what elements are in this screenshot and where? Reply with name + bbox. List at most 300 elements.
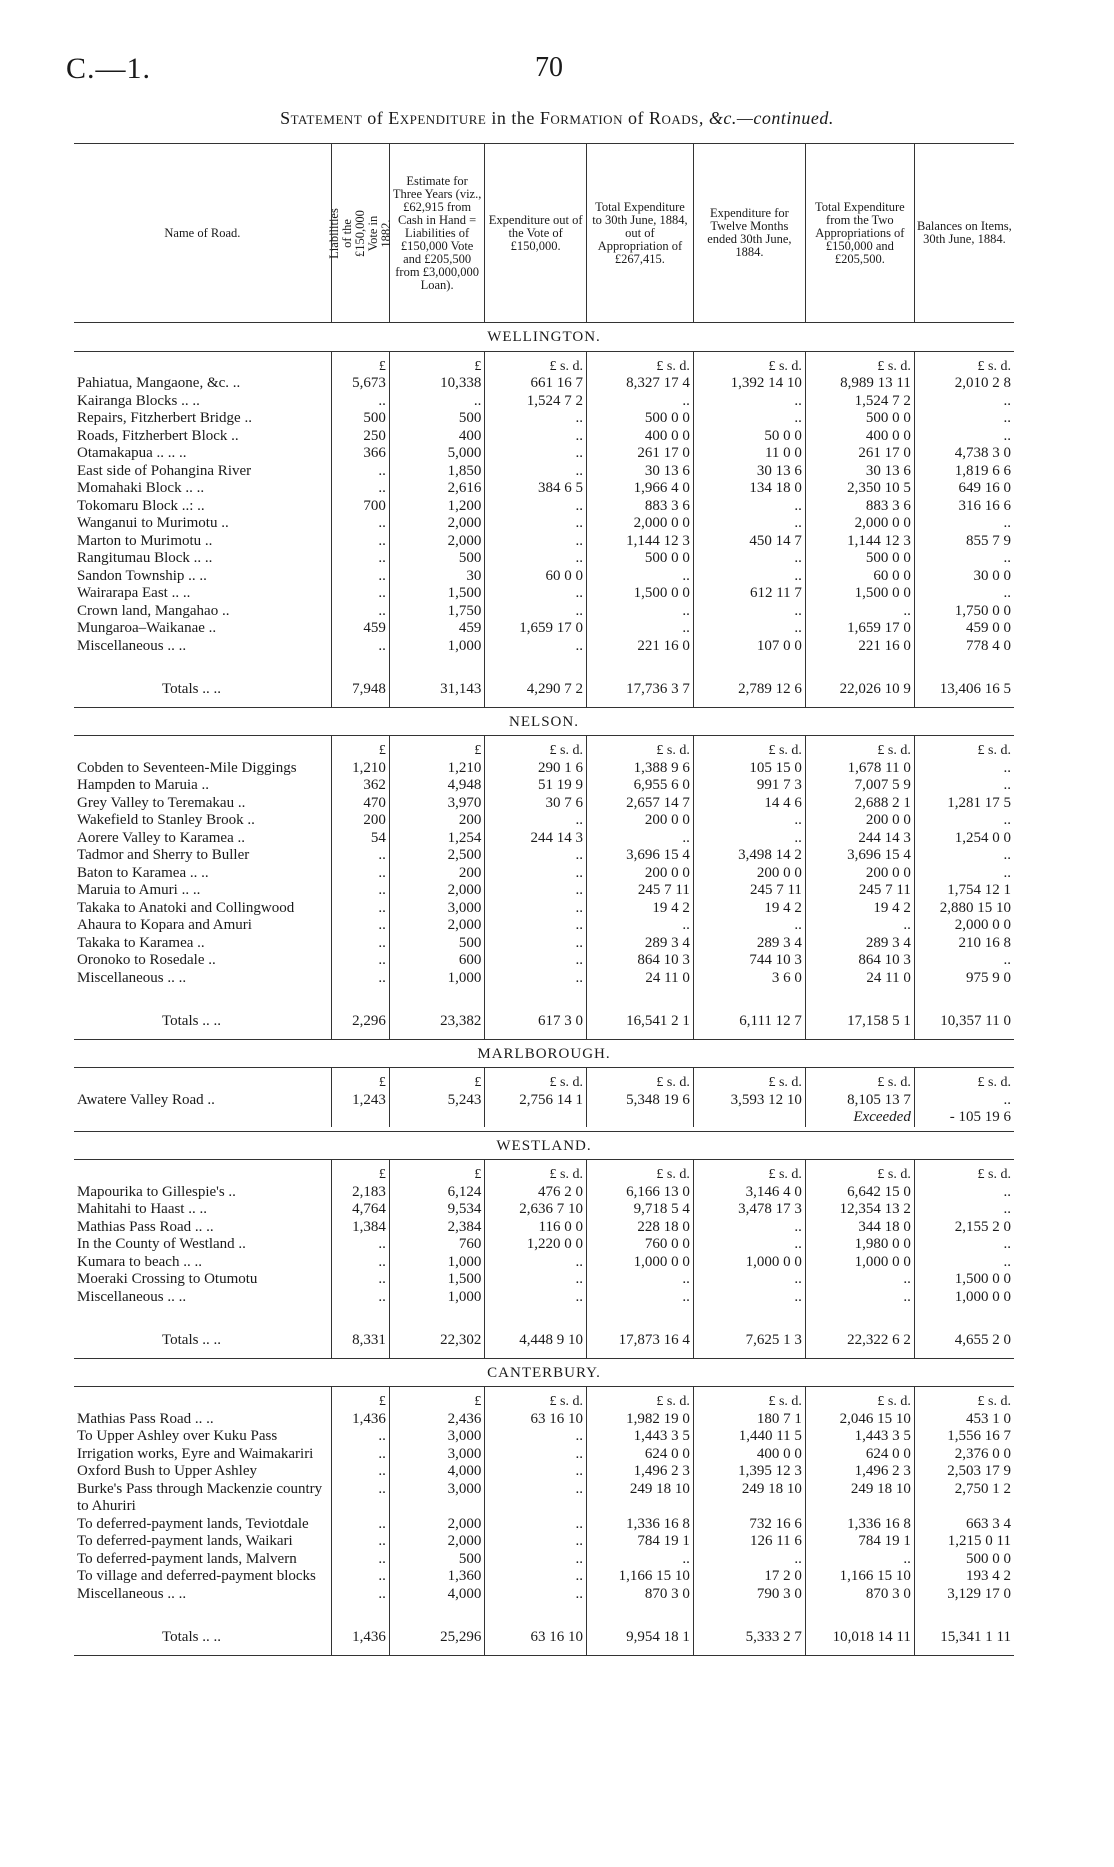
amount-cell: 1,336 16 8: [587, 1516, 694, 1534]
empty-cell: [587, 1306, 694, 1324]
table-row: [74, 1533, 1014, 1551]
table-row: [74, 1463, 1014, 1481]
amount-cell: 249 18 10: [693, 1481, 805, 1516]
amount-cell: 500: [331, 410, 389, 428]
amount-cell: £ s. d.: [805, 1068, 914, 1092]
amount-cell: 3,498 14 2: [693, 847, 805, 865]
road-name: Oronoko to Rosedale ..: [77, 952, 216, 968]
amount-cell: 864 10 3: [805, 952, 914, 970]
amount-cell: 30 13 6: [693, 463, 805, 481]
units-row: [74, 736, 1014, 760]
amount-cell: 316 16 6: [914, 498, 1014, 516]
amount-cell: 8,331: [331, 1324, 389, 1358]
amount-cell: 600: [389, 952, 484, 970]
amount-cell: 63 16 10: [485, 1411, 587, 1429]
empty-cell: [805, 987, 914, 1005]
empty-cell: [74, 655, 331, 673]
empty-cell: [331, 1603, 389, 1621]
table-row: [74, 1568, 1014, 1586]
amount-cell: ..: [914, 428, 1014, 446]
empty-cell: [587, 987, 694, 1005]
amount-cell: ..: [331, 463, 389, 481]
amount-cell: 2,616: [389, 480, 484, 498]
amount-cell: ..: [331, 1586, 389, 1604]
amount-cell: £ s. d.: [587, 351, 694, 375]
amount-cell: 1,850: [389, 463, 484, 481]
amount-cell: 1,982 19 0: [587, 1411, 694, 1429]
amount-cell: 2,880 15 10: [914, 900, 1014, 918]
exceeded-label: Exceeded: [805, 1109, 914, 1127]
amount-cell: £: [331, 1068, 389, 1092]
region-heading-row: [74, 1039, 1014, 1068]
amount-cell: 5,243: [389, 1092, 484, 1110]
amount-cell: ..: [331, 935, 389, 953]
amount-cell: 180 7 1: [693, 1411, 805, 1429]
units-row: [74, 1387, 1014, 1411]
road-name: Irrigation works, Eyre and Waimakariri: [77, 1445, 314, 1462]
amount-cell: ..: [485, 1533, 587, 1551]
amount-cell: 470: [331, 795, 389, 813]
amount-cell: 1,200: [389, 498, 484, 516]
amount-cell: 2,789 12 6: [693, 673, 805, 707]
amount-cell: 22,302: [389, 1324, 484, 1358]
amount-cell: 883 3 6: [805, 498, 914, 516]
amount-cell: 500: [389, 935, 484, 953]
empty-cell: [485, 1109, 587, 1127]
amount-cell: ..: [693, 393, 805, 411]
amount-cell: ..: [587, 603, 694, 621]
amount-cell: 2,376 0 0: [914, 1446, 1014, 1464]
table-row: [74, 1184, 1014, 1202]
amount-cell: 1,166 15 10: [805, 1568, 914, 1586]
amount-cell: ..: [485, 812, 587, 830]
amount-cell: 1,281 17 5: [914, 795, 1014, 813]
region-heading: CANTERBURY.: [74, 1358, 1014, 1387]
amount-cell: 2,155 2 0: [914, 1219, 1014, 1237]
amount-cell: ..: [914, 952, 1014, 970]
amount-cell: 1,000 0 0: [693, 1254, 805, 1272]
table-row: [74, 1289, 1014, 1307]
amount-cell: 2,000 0 0: [914, 917, 1014, 935]
amount-cell: 200 0 0: [587, 812, 694, 830]
amount-cell: 63 16 10: [485, 1621, 587, 1655]
table-row: [74, 620, 1014, 638]
amount-cell: 3,593 12 10: [693, 1092, 805, 1110]
road-name: Mapourika to Gillespie's ..: [77, 1183, 236, 1200]
amount-cell: ..: [485, 1551, 587, 1569]
amount-cell: 2,000: [389, 917, 484, 935]
amount-cell: ..: [485, 952, 587, 970]
amount-cell: 107 0 0: [693, 638, 805, 656]
table-row: [74, 393, 1014, 411]
column-header: Expenditure for Twelve Months ended 30th June, 1884.: [693, 144, 805, 323]
road-name: Takaka to Anatoki and Collingwood: [77, 899, 295, 916]
road-name: To deferred-payment lands, Teviotdale: [77, 1515, 309, 1532]
amount-cell: 30 0 0: [914, 568, 1014, 586]
amount-cell: 51 19 9: [485, 777, 587, 795]
amount-cell: 289 3 4: [693, 935, 805, 953]
amount-cell: 200: [389, 812, 484, 830]
amount-cell: 24 11 0: [587, 970, 694, 988]
amount-cell: 30 13 6: [805, 463, 914, 481]
amount-cell: ..: [914, 847, 1014, 865]
amount-cell: 50 0 0: [693, 428, 805, 446]
amount-cell: ..: [693, 515, 805, 533]
empty-cell: [389, 655, 484, 673]
amount-cell: 1,556 16 7: [914, 1428, 1014, 1446]
road-name: Wakefield to Stanley Brook ..: [77, 812, 255, 828]
amount-cell: ..: [693, 620, 805, 638]
amount-cell: ..: [587, 830, 694, 848]
amount-cell: 366: [331, 445, 389, 463]
amount-cell: 17,873 16 4: [587, 1324, 694, 1358]
amount-cell: 4,448 9 10: [485, 1324, 587, 1358]
amount-cell: 6,642 15 0: [805, 1184, 914, 1202]
column-header: Balances on Items, 30th June, 1884.: [914, 144, 1014, 323]
amount-cell: 6,124: [389, 1184, 484, 1202]
amount-cell: 1,980 0 0: [805, 1236, 914, 1254]
amount-cell: 2,000: [389, 1533, 484, 1551]
empty-cell: [805, 1306, 914, 1324]
amount-cell: 4,290 7 2: [485, 673, 587, 707]
amount-cell: £: [331, 736, 389, 760]
amount-cell: 24 11 0: [805, 970, 914, 988]
amount-cell: 1,524 7 2: [485, 393, 587, 411]
amount-cell: 1,500 0 0: [805, 585, 914, 603]
amount-cell: £: [331, 351, 389, 375]
amount-cell: 624 0 0: [805, 1446, 914, 1464]
table-row: [74, 777, 1014, 795]
road-name: Pahiatua, Mangaone, &c. ..: [77, 375, 241, 391]
amount-cell: 3,146 4 0: [693, 1184, 805, 1202]
amount-cell: 8,989 13 11: [805, 375, 914, 393]
amount-cell: ..: [485, 900, 587, 918]
table-row: [74, 515, 1014, 533]
empty-cell: [331, 655, 389, 673]
empty-cell: [485, 1603, 587, 1621]
amount-cell: 1,500: [389, 1271, 484, 1289]
amount-cell: 116 0 0: [485, 1219, 587, 1237]
table-row: [74, 550, 1014, 568]
amount-cell: 384 6 5: [485, 480, 587, 498]
road-name: Cobden to Seventeen-Mile Diggings: [77, 759, 297, 776]
amount-cell: 13,406 16 5: [914, 673, 1014, 707]
amount-cell: 10,018 14 11: [805, 1621, 914, 1655]
road-name: Roads, Fitzherbert Block ..: [77, 427, 239, 444]
amount-cell: 661 16 7: [485, 375, 587, 393]
amount-cell: £ s. d.: [485, 1068, 587, 1092]
amount-cell: 200: [389, 865, 484, 883]
empty-cell: [693, 987, 805, 1005]
amount-cell: ..: [331, 970, 389, 988]
amount-cell: 864 10 3: [587, 952, 694, 970]
amount-cell: £: [389, 736, 484, 760]
amount-cell: 3,696 15 4: [805, 847, 914, 865]
road-name: Miscellaneous .. ..: [77, 637, 187, 654]
amount-cell: 1,388 9 6: [587, 760, 694, 778]
amount-cell: 400 0 0: [587, 428, 694, 446]
empty-cell: [693, 1109, 805, 1127]
amount-cell: ..: [914, 1092, 1014, 1110]
amount-cell: ..: [331, 1271, 389, 1289]
amount-cell: ..: [485, 533, 587, 551]
road-name: Maruia to Amuri .. ..: [77, 882, 201, 898]
amount-cell: 30: [389, 568, 484, 586]
region-heading-row: [74, 323, 1014, 352]
amount-cell: £ s. d.: [587, 736, 694, 760]
empty-cell: [74, 1306, 331, 1324]
amount-cell: ..: [914, 865, 1014, 883]
amount-cell: 3,696 15 4: [587, 847, 694, 865]
road-name: Rangitumau Block .. ..: [77, 550, 213, 566]
amount-cell: 6,166 13 0: [587, 1184, 694, 1202]
title-word: Formation: [539, 108, 623, 128]
amount-cell: 193 4 2: [914, 1568, 1014, 1586]
amount-cell: 3,129 17 0: [914, 1586, 1014, 1604]
amount-cell: 5,000: [389, 445, 484, 463]
totals-row: [74, 1324, 1014, 1358]
table-row: [74, 900, 1014, 918]
empty-cell: [693, 1306, 805, 1324]
amount-cell: 500 0 0: [805, 410, 914, 428]
amount-cell: ..: [485, 865, 587, 883]
table-row: [74, 428, 1014, 446]
amount-cell: ..: [485, 603, 587, 621]
title-word: in the: [491, 108, 535, 128]
amount-cell: ..: [914, 1236, 1014, 1254]
road-name: Miscellaneous .. ..: [77, 969, 187, 986]
amount-cell: 1,144 12 3: [587, 533, 694, 551]
title-word: of: [627, 108, 644, 128]
amount-cell: 12,354 13 2: [805, 1201, 914, 1219]
amount-cell: 2,000: [389, 882, 484, 900]
amount-cell: 1,496 2 3: [805, 1463, 914, 1481]
amount-cell: 476 2 0: [485, 1184, 587, 1202]
amount-cell: 760: [389, 1236, 484, 1254]
amount-cell: 500 0 0: [587, 550, 694, 568]
amount-cell: 6,111 12 7: [693, 1005, 805, 1039]
road-name: Aorere Valley to Karamea ..: [77, 829, 245, 846]
road-name: Oxford Bush to Upper Ashley: [77, 1463, 257, 1479]
amount-cell: 10,338: [389, 375, 484, 393]
amount-cell: 2,296: [331, 1005, 389, 1039]
amount-cell: 500 0 0: [587, 410, 694, 428]
road-name: Mahitahi to Haast .. ..: [77, 1201, 207, 1217]
road-name: Kumara to beach .. ..: [77, 1253, 202, 1270]
amount-cell: 1,000: [389, 638, 484, 656]
amount-cell: £: [389, 1387, 484, 1411]
empty-cell: [693, 655, 805, 673]
amount-cell: 60 0 0: [485, 568, 587, 586]
amount-cell: ..: [485, 515, 587, 533]
amount-cell: 617 3 0: [485, 1005, 587, 1039]
road-name: Tokomaru Block ..: ..: [77, 497, 205, 514]
table-row: [74, 1236, 1014, 1254]
road-name: [74, 1068, 331, 1092]
amount-cell: 289 3 4: [805, 935, 914, 953]
amount-cell: 870 3 0: [587, 1586, 694, 1604]
road-name: [74, 1160, 331, 1184]
amount-cell: 1,659 17 0: [485, 620, 587, 638]
amount-cell: 10,357 11 0: [914, 1005, 1014, 1039]
amount-cell: 1,659 17 0: [805, 620, 914, 638]
road-name: Takaka to Karamea ..: [77, 934, 205, 951]
amount-cell: ..: [331, 1533, 389, 1551]
amount-cell: 54: [331, 830, 389, 848]
amount-cell: 4,000: [389, 1463, 484, 1481]
table-row: [74, 1411, 1014, 1429]
road-name: Marton to Murimotu ..: [77, 532, 213, 549]
exceeded-row: [74, 1109, 1014, 1127]
amount-cell: 1,220 0 0: [485, 1236, 587, 1254]
table-row: [74, 603, 1014, 621]
region-heading-row: [74, 1358, 1014, 1387]
amount-cell: 3,000: [389, 900, 484, 918]
amount-cell: ..: [693, 917, 805, 935]
road-name: [74, 736, 331, 760]
amount-cell: £ s. d.: [693, 1387, 805, 1411]
table-row: [74, 445, 1014, 463]
amount-cell: 1,000: [389, 970, 484, 988]
amount-cell: ..: [693, 1551, 805, 1569]
amount-cell: 245 7 11: [805, 882, 914, 900]
region-heading-row: [74, 707, 1014, 736]
road-name: Repairs, Fitzherbert Bridge ..: [77, 410, 252, 426]
amount-cell: ..: [914, 777, 1014, 795]
amount-cell: 4,948: [389, 777, 484, 795]
spacer-row: [74, 1603, 1014, 1621]
empty-cell: [331, 1109, 389, 1127]
amount-cell: 2,436: [389, 1411, 484, 1429]
amount-cell: 1,254 0 0: [914, 830, 1014, 848]
road-name: East side of Pohangina River: [77, 462, 252, 479]
amount-cell: 400: [389, 428, 484, 446]
road-name: Burke's Pass through Mackenzie country to Ahuriri: [77, 1480, 323, 1514]
amount-cell: 3,000: [389, 1428, 484, 1446]
amount-cell: ..: [331, 1551, 389, 1569]
amount-cell: 3 6 0: [693, 970, 805, 988]
amount-cell: ..: [331, 917, 389, 935]
amount-cell: 200 0 0: [805, 865, 914, 883]
amount-cell: ..: [331, 533, 389, 551]
amount-cell: 855 7 9: [914, 533, 1014, 551]
amount-cell: ..: [914, 1184, 1014, 1202]
region-heading: WELLINGTON.: [74, 323, 1014, 352]
amount-cell: ..: [485, 638, 587, 656]
amount-cell: 1,966 4 0: [587, 480, 694, 498]
table-row: [74, 1551, 1014, 1569]
amount-cell: 19 4 2: [693, 900, 805, 918]
column-header: Estimate for Three Years (viz., £62,915 from Cash in Hand = Liabilities of £150,000 Vote and £205,500 from £3,000,000 Loan).: [389, 144, 484, 323]
amount-cell: £ s. d.: [914, 351, 1014, 375]
amount-cell: 105 15 0: [693, 760, 805, 778]
amount-cell: ..: [693, 498, 805, 516]
amount-cell: 249 18 10: [805, 1481, 914, 1516]
empty-cell: [331, 987, 389, 1005]
spacer-row: [74, 655, 1014, 673]
amount-cell: 1,243: [331, 1092, 389, 1110]
amount-cell: £ s. d.: [485, 351, 587, 375]
amount-cell: 760 0 0: [587, 1236, 694, 1254]
table-row: [74, 812, 1014, 830]
road-name: Totals .. ..: [74, 1324, 331, 1358]
amount-cell: ..: [805, 1271, 914, 1289]
amount-cell: 453 1 0: [914, 1411, 1014, 1429]
empty-cell: [805, 655, 914, 673]
amount-cell: 9,954 18 1: [587, 1621, 694, 1655]
amount-cell: 261 17 0: [805, 445, 914, 463]
empty-cell: [485, 655, 587, 673]
road-name: Crown land, Mangahao ..: [77, 602, 230, 619]
amount-cell: ..: [331, 480, 389, 498]
road-name: To deferred-payment lands, Waikari: [77, 1533, 293, 1549]
amount-cell: 663 3 4: [914, 1516, 1014, 1534]
road-name: Mathias Pass Road .. ..: [77, 1218, 214, 1235]
table-row: [74, 375, 1014, 393]
amount-cell: £ s. d.: [587, 1068, 694, 1092]
amount-cell: 7,948: [331, 673, 389, 707]
column-header-row: [74, 144, 1014, 323]
amount-cell: ..: [693, 812, 805, 830]
amount-cell: ..: [485, 1481, 587, 1516]
amount-cell: £ s. d.: [914, 1387, 1014, 1411]
amount-cell: ..: [693, 1289, 805, 1307]
amount-cell: 1,496 2 3: [587, 1463, 694, 1481]
empty-cell: [587, 655, 694, 673]
amount-cell: ..: [485, 428, 587, 446]
amount-cell: 22,322 6 2: [805, 1324, 914, 1358]
amount-cell: £ s. d.: [805, 736, 914, 760]
table-row: [74, 498, 1014, 516]
road-name: To village and deferred-payment blocks: [77, 1568, 316, 1584]
amount-cell: ..: [914, 760, 1014, 778]
amount-cell: 2,750 1 2: [914, 1481, 1014, 1516]
table-row: [74, 1219, 1014, 1237]
amount-cell: 624 0 0: [587, 1446, 694, 1464]
road-name: Mathias Pass Road .. ..: [77, 1410, 214, 1427]
amount-cell: ..: [485, 410, 587, 428]
title-word: Roads: [648, 108, 699, 128]
amount-cell: 200 0 0: [587, 865, 694, 883]
amount-cell: 1,750: [389, 603, 484, 621]
amount-cell: ..: [587, 1271, 694, 1289]
amount-cell: 19 4 2: [587, 900, 694, 918]
amount-cell: ..: [914, 550, 1014, 568]
road-name: Totals .. ..: [74, 1621, 331, 1655]
title-word: of: [367, 108, 384, 128]
amount-cell: 2,500: [389, 847, 484, 865]
amount-cell: 2,688 2 1: [805, 795, 914, 813]
empty-cell: [485, 987, 587, 1005]
amount-cell: 2,000: [389, 533, 484, 551]
empty-cell: [914, 1306, 1014, 1324]
amount-cell: 15,341 1 11: [914, 1621, 1014, 1655]
amount-cell: 784 19 1: [587, 1533, 694, 1551]
amount-cell: 23,382: [389, 1005, 484, 1039]
empty-cell: [914, 1603, 1014, 1621]
amount-cell: ..: [331, 1428, 389, 1446]
amount-cell: 1,395 12 3: [693, 1463, 805, 1481]
amount-cell: 2,000 0 0: [587, 515, 694, 533]
amount-cell: ..: [331, 515, 389, 533]
amount-cell: ..: [914, 812, 1014, 830]
amount-cell: 883 3 6: [587, 498, 694, 516]
amount-cell: ..: [805, 1289, 914, 1307]
amount-cell: 459: [331, 620, 389, 638]
road-name: Mungaroa–Waikanae ..: [77, 620, 217, 636]
amount-cell: ..: [485, 1516, 587, 1534]
empty-cell: [389, 1306, 484, 1324]
